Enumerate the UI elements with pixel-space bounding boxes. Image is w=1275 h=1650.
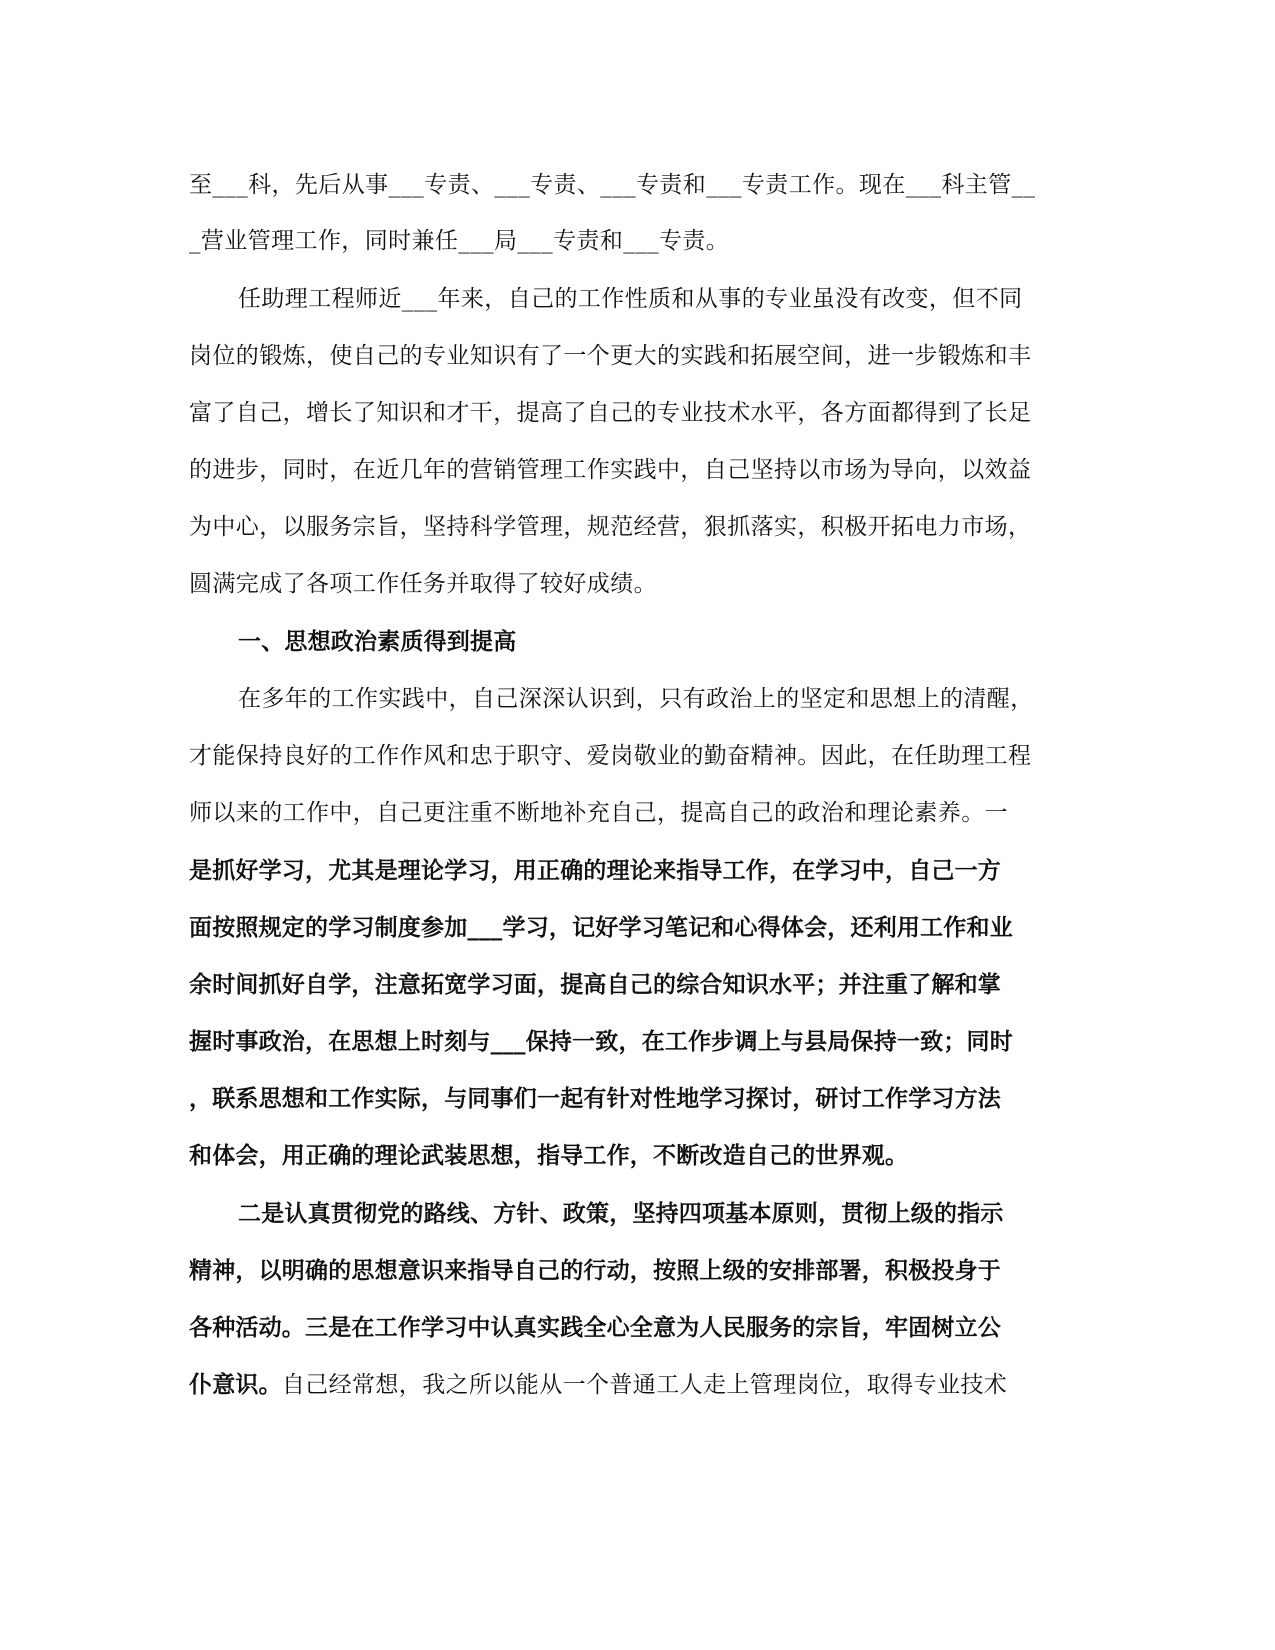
bold-text-line: ，联系思想和工作实际，与同事们一起有针对性地学习探讨，研讨工作学习方法 (189, 1086, 1001, 1112)
paragraph-start-line: 在多年的工作实践中，自己深深认识到，只有政治上的坚定和思想上的清醒， (238, 686, 1034, 712)
text-line: 圆满完成了各项工作任务并取得了较好成绩。 (189, 571, 657, 597)
mixed-text-line (189, 1370, 1007, 1400)
paragraph-start-line: 任助理工程师近___年来，自己的工作性质和从事的专业虽没有改变，但不同 (238, 286, 1023, 312)
bold-text-line: 余时间抓好自学，注意拓宽学习面，提高自己的综合知识水平；并注重了解和掌 (189, 972, 1001, 998)
bold-text-line: 各种活动。三是在工作学习中认真实践全心全意为人民服务的宗旨，牢固树立公 (189, 1315, 1001, 1341)
text-line: 为中心，以服务宗旨，坚持科学管理，规范经营，狠抓落实，积极开拓电力市场， (189, 514, 1032, 540)
bold-text-fragment: 仆意识。 (189, 1372, 282, 1398)
bold-text-line: 面按照规定的学习制度参加___学习，记好学习笔记和心得体会，还利用工作和业 (189, 915, 1013, 941)
bold-text-line: 精神，以明确的思想意识来指导自己的行动，按照上级的安排部署，积极投身于 (189, 1258, 1001, 1284)
bold-text-line: 握时事政治，在思想上时刻与___保持一致，在工作步调上与县局保持一致；同时 (189, 1029, 1013, 1055)
bold-text-line: 和体会，用正确的理论武装思想，指导工作，不断改造自己的世界观。 (189, 1143, 909, 1169)
text-line: 的进步，同时，在近几年的营销管理工作实践中，自己坚持以市场为导向，以效益 (189, 457, 1032, 483)
bold-paragraph-start-line: 二是认真贯彻党的路线、方针、政策，坚持四项基本原则，贯彻上级的指示 (238, 1201, 1004, 1227)
text-line: 岗位的锻炼，使自己的专业知识有了一个更大的实践和拓展空间，进一步锻炼和丰 (189, 343, 1032, 369)
text-line: 才能保持良好的工作作风和忠于职守、爱岗敬业的勤奋精神。因此，在任助理工程 (189, 743, 1032, 769)
text-fragment: 自己经常想，我之所以能从一个普通工人走上管理岗位，取得专业技术 (281, 1372, 1008, 1398)
text-line: _营业管理工作，同时兼任___局___专责和___专责。 (189, 228, 730, 254)
text-line: 师以来的工作中，自己更注重不断地补充自己，提高自己的政治和理论素养。一 (189, 800, 1008, 826)
bold-text-line: 是抓好学习，尤其是理论学习，用正确的理论来指导工作，在学习中，自己一方 (189, 858, 1001, 884)
text-line: 富了自己，增长了知识和才干，提高了自己的专业技术水平，各方面都得到了长足 (189, 400, 1032, 426)
text-line: 至___科，先后从事___专责、___专责、___专责和___专责工作。现在___科主管__ (189, 172, 1036, 198)
section-heading: 一、思想政治素质得到提高 (238, 629, 517, 655)
